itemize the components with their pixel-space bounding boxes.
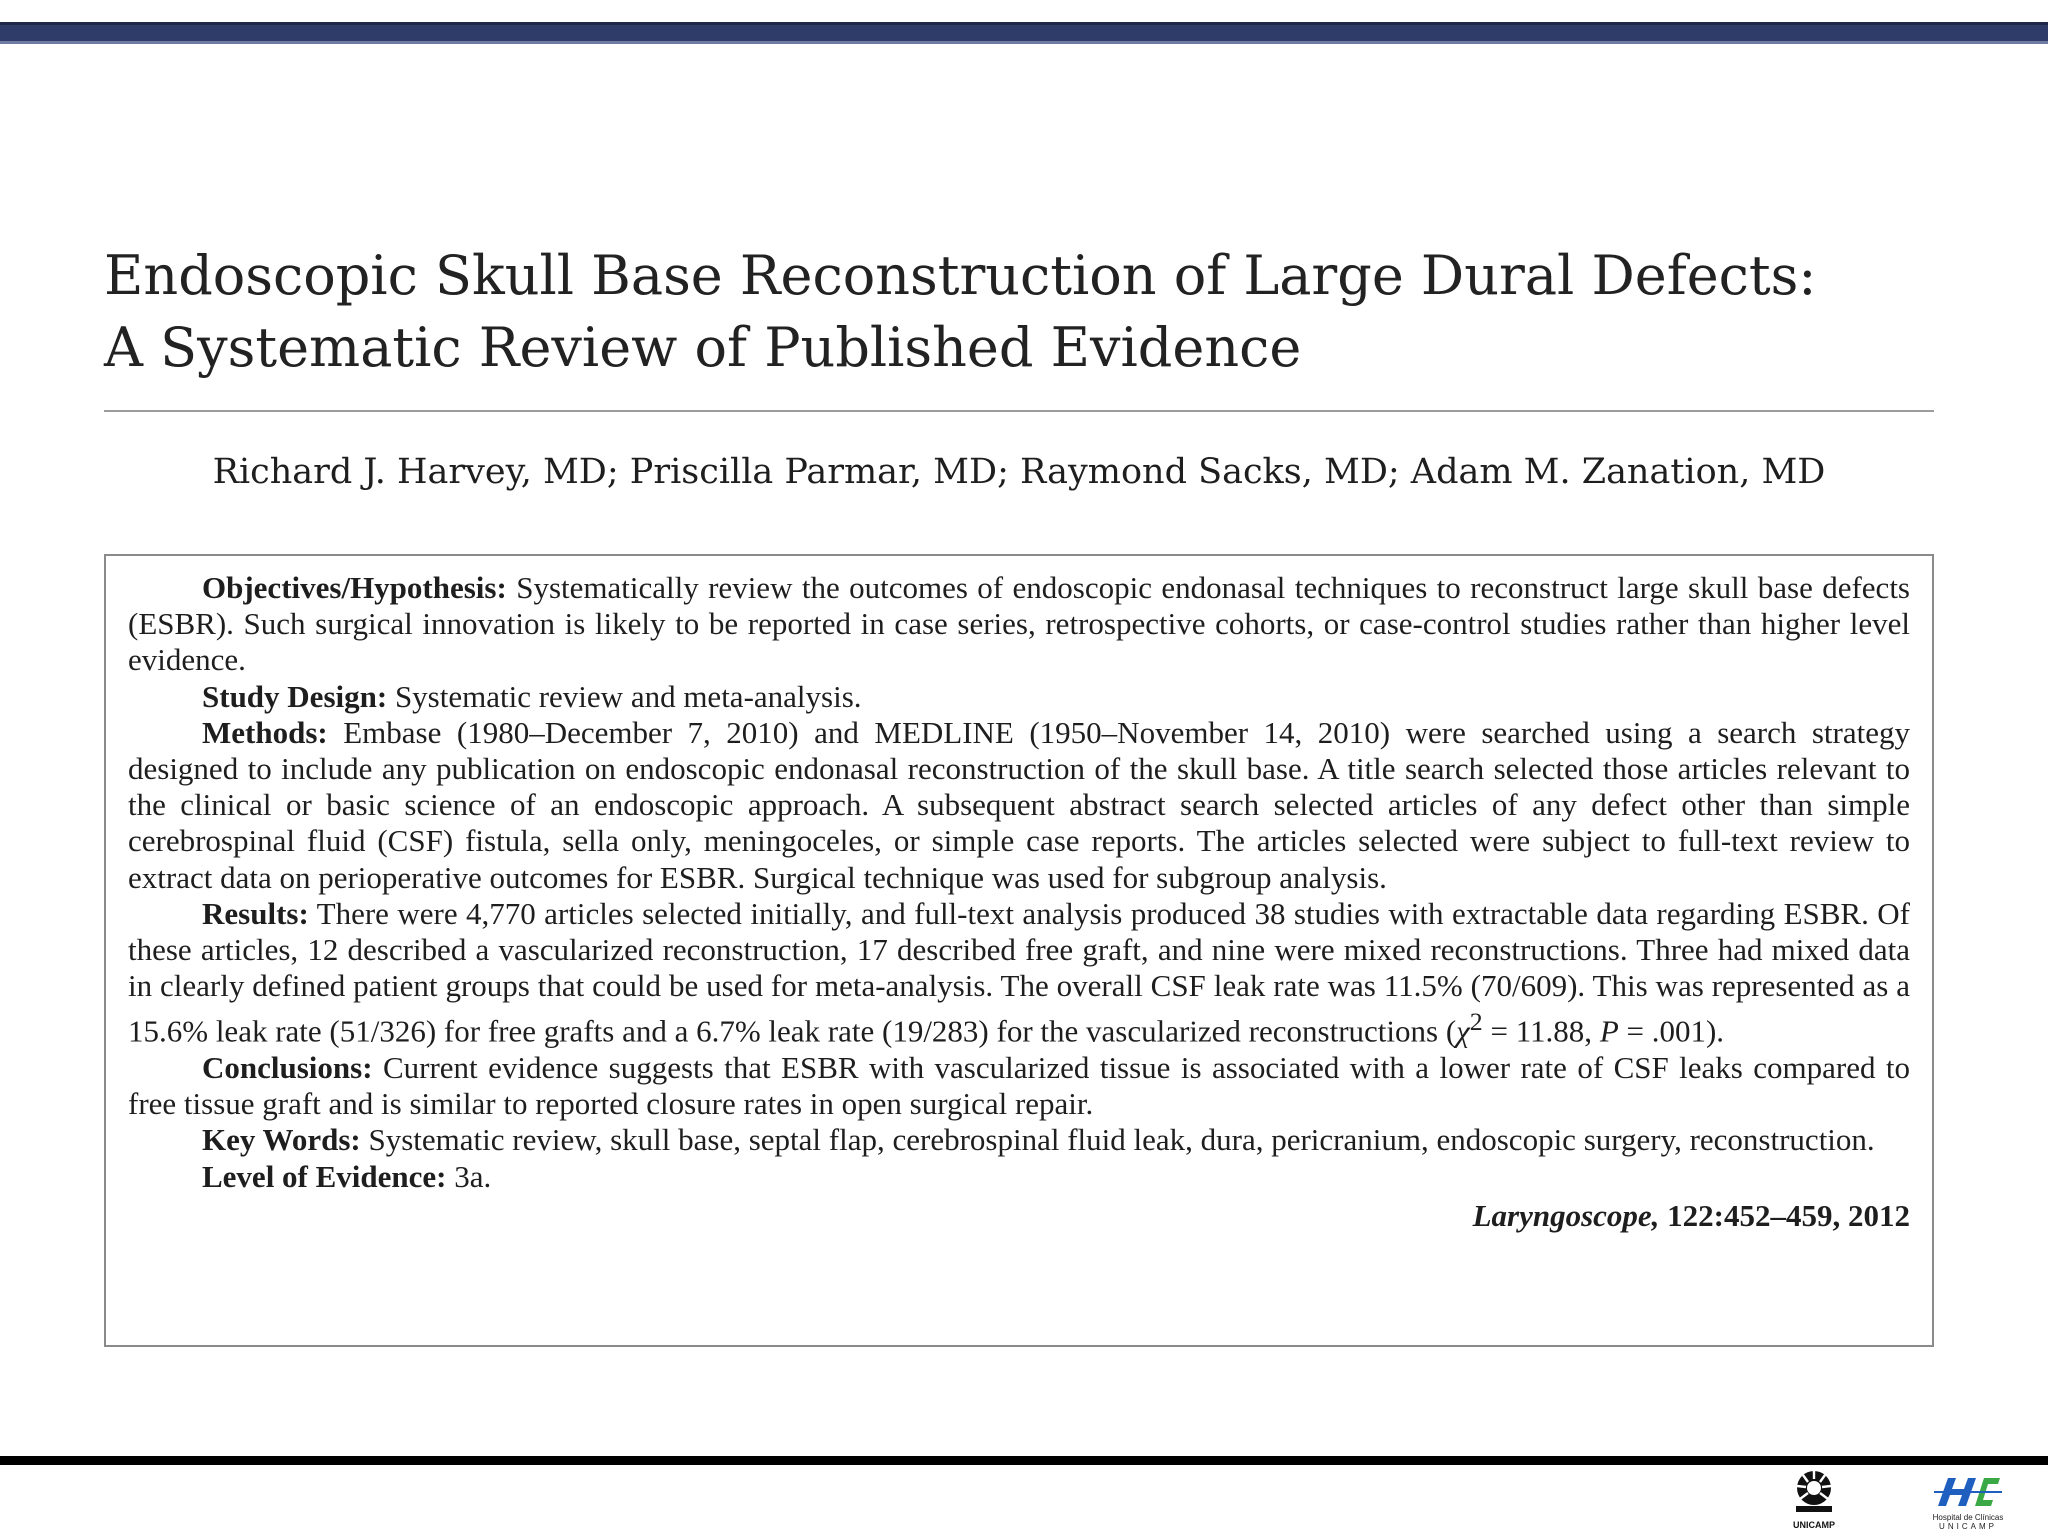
abstract-objectives xyxy=(128,570,1910,679)
p-symbol: P xyxy=(1599,1013,1619,1049)
hc-emblem-icon xyxy=(1932,1472,2004,1512)
chi-symbol: χ xyxy=(1456,1013,1470,1049)
methods-text: Embase (1980–December 7, 2010) and MEDLINE (1950–November 14, 2010) were searched using a search strategy designed to include any publication on endoscopic endonasal reconstruction of the skull base. A title search selected those articles relevant to the clinical or basic science of an endoscopic approach. A subsequent abstract search selected articles of any defect other than simple cerebrospinal fluid (CSF) fistula, sella only, meningoceles, or simple case reports. The articles selected were subject to full-text review to extract data on perioperative outcomes for ESBR. Surgical technique was used for subgroup analysis. xyxy=(128,714,1911,895)
objectives-text: Systematically review the outcomes of endoscopic endonasal techniques to reconstruct large skull base defects (ESBR). Such surgical innovation is likely to be reported in case series, retrospective cohorts, or case-control studies rather than higher level evidence. xyxy=(128,570,1910,678)
hc-unicamp-logo xyxy=(1920,1472,2016,1534)
paper-title-line-2: A Systematic Review of Published Evidence xyxy=(104,316,1302,379)
journal-name: Laryngoscope, xyxy=(1472,1197,1660,1233)
bottom-rule xyxy=(0,1456,2048,1465)
abstract-level-of-evidence xyxy=(128,1159,1910,1195)
abstract-key-words xyxy=(128,1122,1910,1158)
paper-title-line-1: Endoscopic Skull Base Reconstruction of Large Dural Defects: xyxy=(104,244,1817,307)
abstract-conclusions xyxy=(128,1050,1910,1122)
unicamp-logo-text: UNICAMP xyxy=(1793,1520,1835,1530)
top-accent-bar xyxy=(0,22,2048,44)
unicamp-emblem-icon xyxy=(1792,1468,1836,1518)
author-list: Richard J. Harvey, MD; Priscilla Parmar, MD; Raymond Sacks, MD; Adam M. Zanation, MD xyxy=(212,452,1826,492)
abstract-box xyxy=(104,554,1934,1347)
hc-logo-subtitle-unicamp: UNICAMP xyxy=(1939,1522,1997,1531)
study-design-label: Study Design: xyxy=(202,678,388,714)
unicamp-logo xyxy=(1778,1468,1850,1532)
abstract-study-design xyxy=(128,679,1910,715)
study-design-text: Systematic review and meta-analysis. xyxy=(394,678,862,714)
abstract-methods xyxy=(128,715,1910,896)
paper-title xyxy=(104,240,1924,384)
abstract-results xyxy=(128,896,1910,1050)
chi-value: = 11.88, xyxy=(1482,1013,1600,1049)
key-words-text: Systematic review, skull base, septal flap, cerebrospinal fluid leak, dura, pericranium, endoscopic surgery, reconstruction. xyxy=(368,1122,1875,1158)
title-divider xyxy=(104,410,1934,412)
key-words-label: Key Words: xyxy=(202,1122,361,1158)
results-label: Results: xyxy=(202,895,309,931)
level-of-evidence-text: 3a. xyxy=(454,1158,492,1194)
hc-logo-subtitle: Hospital de Clínicas xyxy=(1932,1513,2004,1522)
journal-citation xyxy=(128,1198,1910,1234)
journal-reference: 122:452–459, 2012 xyxy=(1667,1197,1910,1233)
methods-label: Methods: xyxy=(202,714,328,750)
level-of-evidence-label: Level of Evidence: xyxy=(202,1158,447,1194)
chi-superscript: 2 xyxy=(1469,1007,1483,1037)
objectives-label: Objectives/Hypothesis: xyxy=(202,570,507,605)
conclusions-label: Conclusions: xyxy=(202,1049,373,1085)
p-value: = .001). xyxy=(1618,1013,1725,1049)
conclusions-text: Current evidence suggests that ESBR with vascularized tissue is associated with a lower rate of CSF leaks compared to free tissue graft and is similar to reported closure rates in open surgical repair. xyxy=(128,1049,1910,1122)
results-text: There were 4,770 articles selected initially, and full-text analysis produced 38 studies with extractable data regarding ESBR. Of these articles, 12 described a vascularized reconstruction, 17 described free graft, and nine were mixed reconstructions. Three had mixed data in clearly defined patient groups that could be used for meta-analysis. The overall CSF leak rate was 11.5% (70/609). This was represented as a 15.6% leak rate (51/326) for free grafts and a 6.7% leak rate (19/283) for the vascularized reconstructions ( xyxy=(128,895,1910,1049)
